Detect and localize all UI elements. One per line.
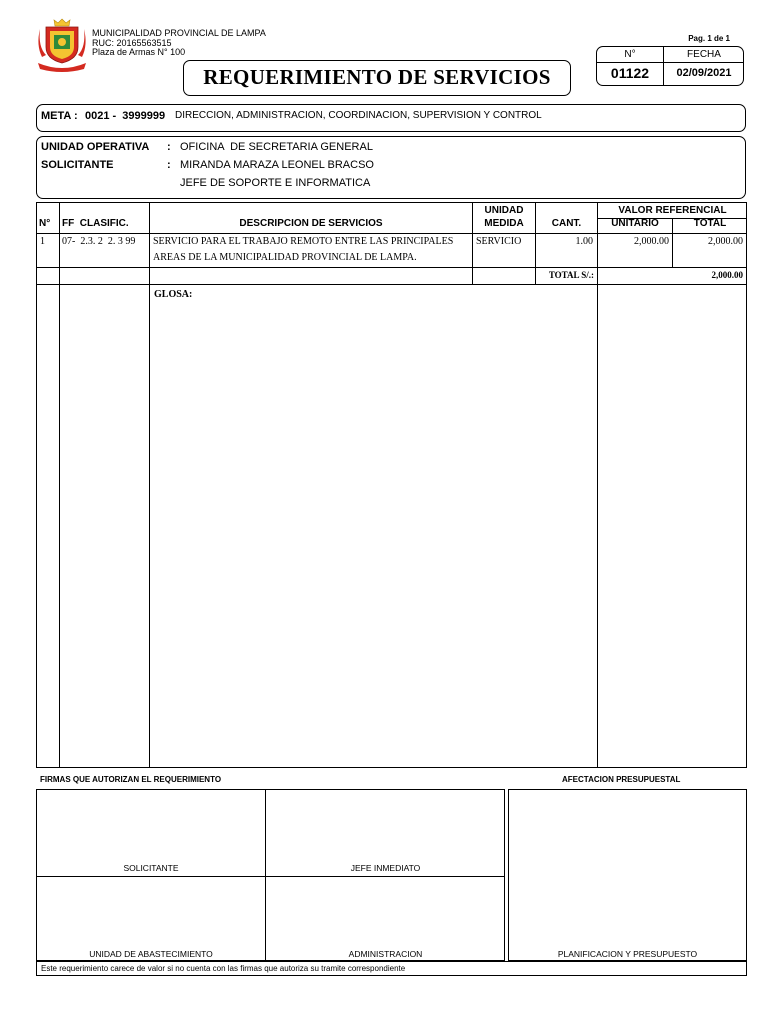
- row-1-unit-price: 2,000.00: [634, 236, 669, 247]
- budget-title: AFECTACION PRESUPUESTAL: [562, 775, 681, 784]
- signature-planificacion: PLANIFICACION Y PRESUPUESTO: [557, 949, 698, 959]
- signature-grid: [36, 789, 505, 961]
- unit-label: UNIDAD OPERATIVA: [41, 141, 150, 153]
- budget-box: [508, 789, 747, 961]
- row-1-qty: 1.00: [575, 236, 593, 247]
- col-header-qty: CANT.: [551, 218, 582, 229]
- row-1-total: 2,000.00: [708, 236, 743, 247]
- org-ruc: RUC: 20165563515: [92, 38, 172, 48]
- info-box: [36, 136, 746, 199]
- number-label: N°: [624, 49, 636, 60]
- col-header-ff: FF CLASIFIC.: [62, 218, 129, 229]
- col-header-num: N°: [39, 218, 51, 229]
- glosa-label: GLOSA:: [154, 289, 193, 300]
- col-header-total: TOTAL: [693, 218, 727, 229]
- municipal-crest-logo: [36, 17, 88, 73]
- requester-name: MIRANDA MARAZA LEONEL BRACSO: [180, 159, 374, 171]
- row-1-ff: 07- 2.3. 2 2. 3 99: [62, 236, 136, 247]
- col-header-unit-price: UNITARIO: [611, 218, 659, 229]
- signature-abastecimiento: UNIDAD DE ABASTECIMIENTO: [89, 949, 213, 959]
- doc-number-box: [596, 46, 744, 86]
- requester-label: SOLICITANTE: [41, 159, 114, 171]
- requester-colon: :: [167, 159, 171, 171]
- col-header-unit-2: MEDIDA: [484, 218, 524, 229]
- col-header-ref: VALOR REFERENCIAL: [618, 205, 727, 216]
- requester-role: JEFE DE SOPORTE E INFORMATICA: [180, 177, 371, 189]
- title-box: [183, 60, 571, 96]
- unit-colon: :: [167, 141, 171, 153]
- date-label: FECHA: [687, 49, 721, 60]
- total-value: 2,000.00: [711, 270, 743, 280]
- footer-note-box: [36, 961, 747, 976]
- doc-date: 02/09/2021: [676, 67, 732, 79]
- row-1-num: 1: [40, 236, 45, 247]
- org-address: Plaza de Armas N° 100: [92, 47, 186, 57]
- page-title: REQUERIMIENTO DE SERVICIOS: [203, 65, 551, 89]
- doc-number: 01122: [610, 65, 650, 81]
- org-name: MUNICIPALIDAD PROVINCIAL DE LAMPA: [92, 28, 266, 38]
- row-1-unit: SERVICIO: [476, 236, 522, 247]
- col-header-desc: DESCRIPCION DE SERVICIOS: [239, 218, 383, 229]
- col-header-unit-1: UNIDAD: [484, 205, 524, 216]
- page-number: Pag. 1 de 1: [688, 34, 730, 43]
- row-1-desc-line-1: SERVICIO PARA EL TRABAJO REMOTO ENTRE LAS PRINCIPALES: [153, 236, 454, 247]
- row-1-desc-line-2: AREAS DE LA MUNICIPALIDAD PROVINCIAL DE LAMPA.: [153, 252, 417, 263]
- signature-solicitante: SOLICITANTE: [123, 863, 179, 873]
- footer-note: Este requerimiento carece de valor si no cuenta con las firmas que autoriza su tramite correspondiente: [41, 964, 406, 973]
- items-table: [36, 202, 747, 768]
- meta-description: DIRECCION, ADMINISTRACION, COORDINACION, SUPERVISION Y CONTROL: [175, 110, 542, 121]
- signatures-title: FIRMAS QUE AUTORIZAN EL REQUERIMIENTO: [40, 775, 222, 784]
- total-label: TOTAL S/.:: [548, 270, 594, 280]
- signature-jefe-inmediato: JEFE INMEDIATO: [350, 863, 421, 873]
- signature-administracion: ADMINISTRACION: [348, 949, 423, 959]
- unit-value: OFICINA DE SECRETARIA GENERAL: [180, 141, 373, 153]
- meta-code: 0021 - 3999999: [85, 110, 166, 122]
- meta-box: [36, 104, 746, 132]
- meta-label: META :: [41, 110, 78, 122]
